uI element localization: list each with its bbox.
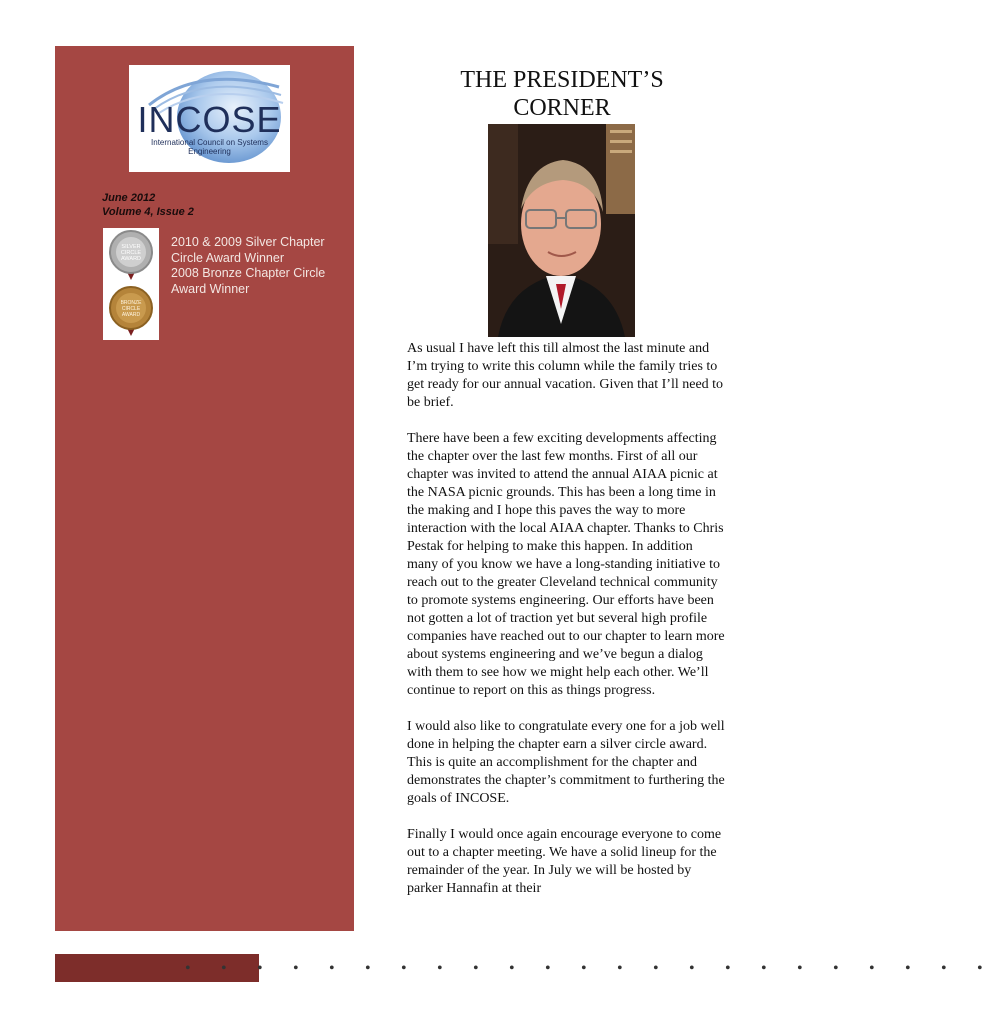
bronze-award-caption: 2008 Bronze Chapter Circle Award Winner <box>171 266 326 296</box>
svg-text:SILVER: SILVER <box>121 244 141 250</box>
article-paragraph-3: I would also like to congratulate every one for a job well done in helping the chapter earn a silver circle award. This is quite an accomplishment for the chapter and demonstrates the chapter’s commitment to furthering the goals of INCOSE. <box>407 719 725 806</box>
sidebar-panel <box>55 46 354 931</box>
title-line-2: CORNER <box>513 95 611 121</box>
incose-logo <box>129 65 290 172</box>
title-line-1: THE PRESIDENT’S <box>460 67 664 93</box>
silver-award-caption: 2010 & 2009 Silver Chapter Circle Award Winner <box>171 235 325 265</box>
footer-dot-leader: • • • • • • • • • • • • • • • • • • • • • • • <box>185 960 996 977</box>
page-title <box>412 66 712 122</box>
logo-subtitle: International Council on Systems Engineering <box>151 138 268 156</box>
svg-text:BRONZE: BRONZE <box>120 300 142 306</box>
portrait-image-icon <box>488 124 635 337</box>
logo-wordmark: INCOSE <box>137 99 282 140</box>
svg-text:CIRCLE: CIRCLE <box>120 250 142 256</box>
president-photo <box>488 124 635 337</box>
article-paragraph-4: Finally I would once again encourage everyone to come out to a chapter meeting. We have a solid lineup for the remainder of the year. In July we will be hosted by parker Hannafin at their <box>407 827 722 896</box>
issue-date: June 2012 <box>102 192 156 204</box>
svg-text:AWARD: AWARD <box>121 312 141 318</box>
article-paragraph-2: There have been a few exciting developments affecting the chapter over the last few months. First of all our chapter was invited to attend the annual AIAA picnic at the NASA picnic grounds. This has been a long time in the making and I hope this paves the way to more interaction with the local AIAA chapter. Thanks to Chris Pestak for helping to make this happen. In addition many of you know we have a long-standing initiative to reach out to the greater Cleveland technical community to promote systems engineering. Our efforts have been not gotten a lot of traction yet but several high profile companies have reached out to our chapter to learn more about systems engineering and we’ve begun a dialog with them to see how we might help each other. We’ll continue to report on this as things progress. <box>407 431 725 698</box>
article-body <box>407 340 727 916</box>
issue-volume: Volume 4, Issue 2 <box>102 206 194 218</box>
issue-info <box>102 191 194 219</box>
award-badges <box>103 228 159 340</box>
svg-text:CIRCLE: CIRCLE <box>121 306 141 312</box>
svg-text:AWARD: AWARD <box>120 256 142 262</box>
article-paragraph-1: As usual I have left this till almost the last minute and I’m trying to write this column while the family tries to get ready for our annual vacation. Given that I’ll need to be brief. <box>407 341 724 410</box>
award-medal-icon <box>103 228 159 340</box>
award-captions <box>171 235 331 297</box>
